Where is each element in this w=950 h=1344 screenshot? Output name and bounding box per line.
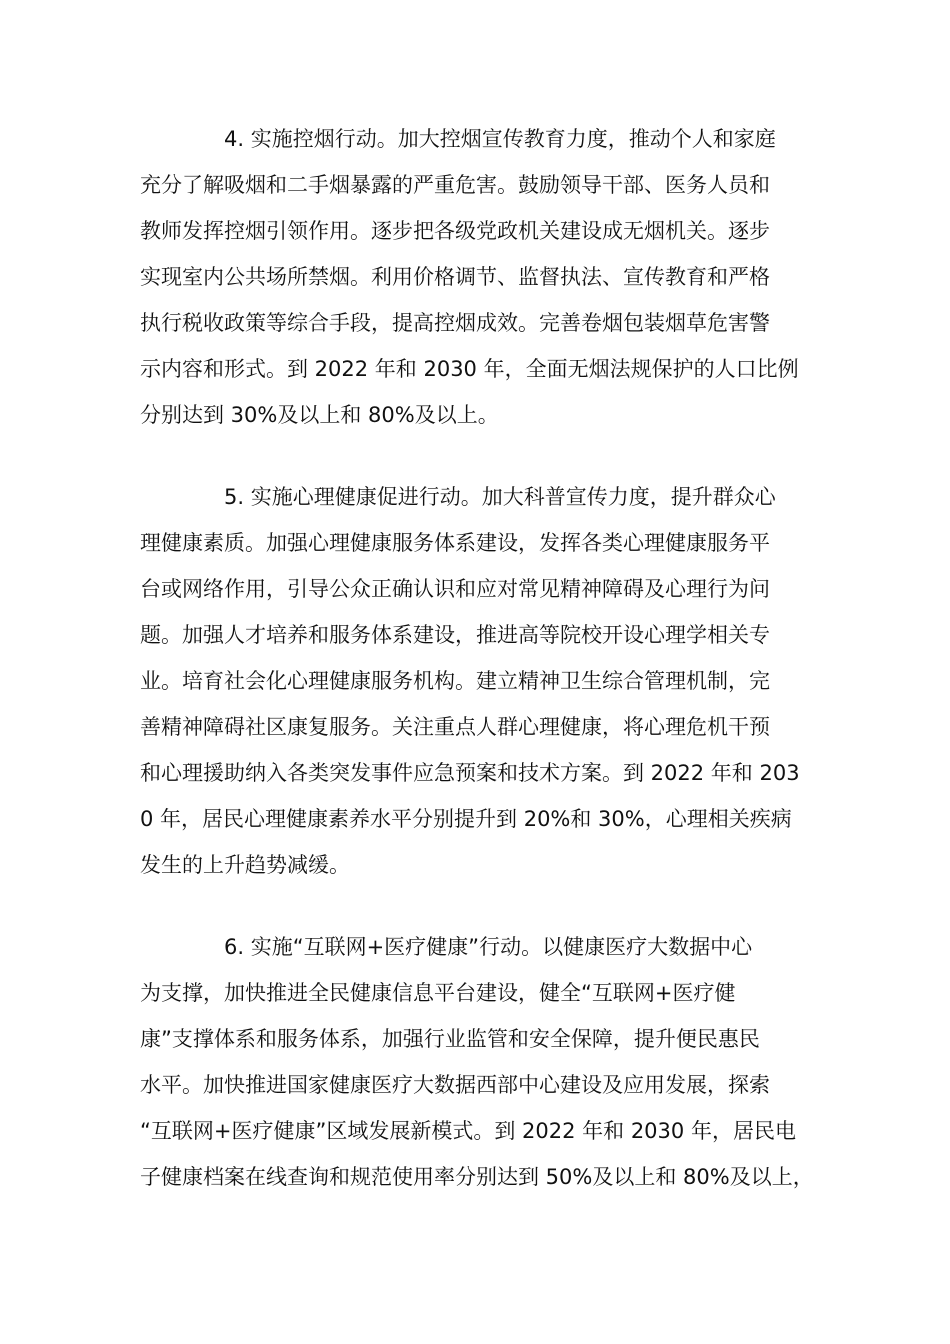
text-line: 5. 实施心理健康促进行动。加大科普宣传力度，提升群众心 xyxy=(224,485,776,509)
text-line: 善精神障碍社区康复服务。关注重点人群心理健康，将心理危机干预 xyxy=(140,715,770,739)
text-line: 充分了解吸烟和二手烟暴露的严重危害。鼓励领导干部、医务人员和 xyxy=(140,173,770,197)
text-line: 示内容和形式。到 2022 年和 2030 年，全面无烟法规保护的人口比例 xyxy=(140,357,799,381)
text-line: 为支撑，加快推进全民健康信息平台建设，健全“互联网+医疗健 xyxy=(140,981,736,1005)
text-line: 题。加强人才培养和服务体系建设，推进高等院校开设心理学相关专 xyxy=(140,623,770,647)
text-line: 0 年，居民心理健康素养水平分别提升到 20%和 30%，心理相关疾病 xyxy=(140,807,792,831)
text-line: 和心理援助纳入各类突发事件应急预案和技术方案。到 2022 年和 203 xyxy=(140,761,800,785)
text-line: 4. 实施控烟行动。加大控烟宣传教育力度，推动个人和家庭 xyxy=(224,127,776,151)
text-line: 分别达到 30%及以上和 80%及以上。 xyxy=(140,403,499,427)
text-line: 子健康档案在线查询和规范使用率分别达到 50%及以上和 80%及以上， xyxy=(140,1165,814,1189)
paragraph-tobacco-control xyxy=(140,116,830,438)
paragraph-mental-health xyxy=(140,474,830,888)
text-line: 台或网络作用，引导公众正确认识和应对常见精神障碍及心理行为问 xyxy=(140,577,770,601)
text-line: 执行税收政策等综合手段，提高控烟成效。完善卷烟包装烟草危害警 xyxy=(140,311,770,335)
text-line: 发生的上升趋势减缓。 xyxy=(140,853,350,877)
text-line: “互联网+医疗健康”区域发展新模式。到 2022 年和 2030 年，居民电 xyxy=(140,1119,796,1143)
text-line: 水平。加快推进国家健康医疗大数据西部中心建设及应用发展，探索 xyxy=(140,1073,770,1097)
text-line: 6. 实施“互联网+医疗健康”行动。以健康医疗大数据中心 xyxy=(224,935,753,959)
text-line: 康”支撑体系和服务体系，加强行业监管和安全保障，提升便民惠民 xyxy=(140,1027,760,1051)
text-line: 理健康素质。加强心理健康服务体系建设，发挥各类心理健康服务平 xyxy=(140,531,770,555)
text-line: 教师发挥控烟引领作用。逐步把各级党政机关建设成无烟机关。逐步 xyxy=(140,219,770,243)
paragraph-internet-healthcare xyxy=(140,924,830,1200)
text-line: 业。培育社会化心理健康服务机构。建立精神卫生综合管理机制，完 xyxy=(140,669,770,693)
text-line: 实现室内公共场所禁烟。利用价格调节、监督执法、宣传教育和严格 xyxy=(140,265,770,289)
